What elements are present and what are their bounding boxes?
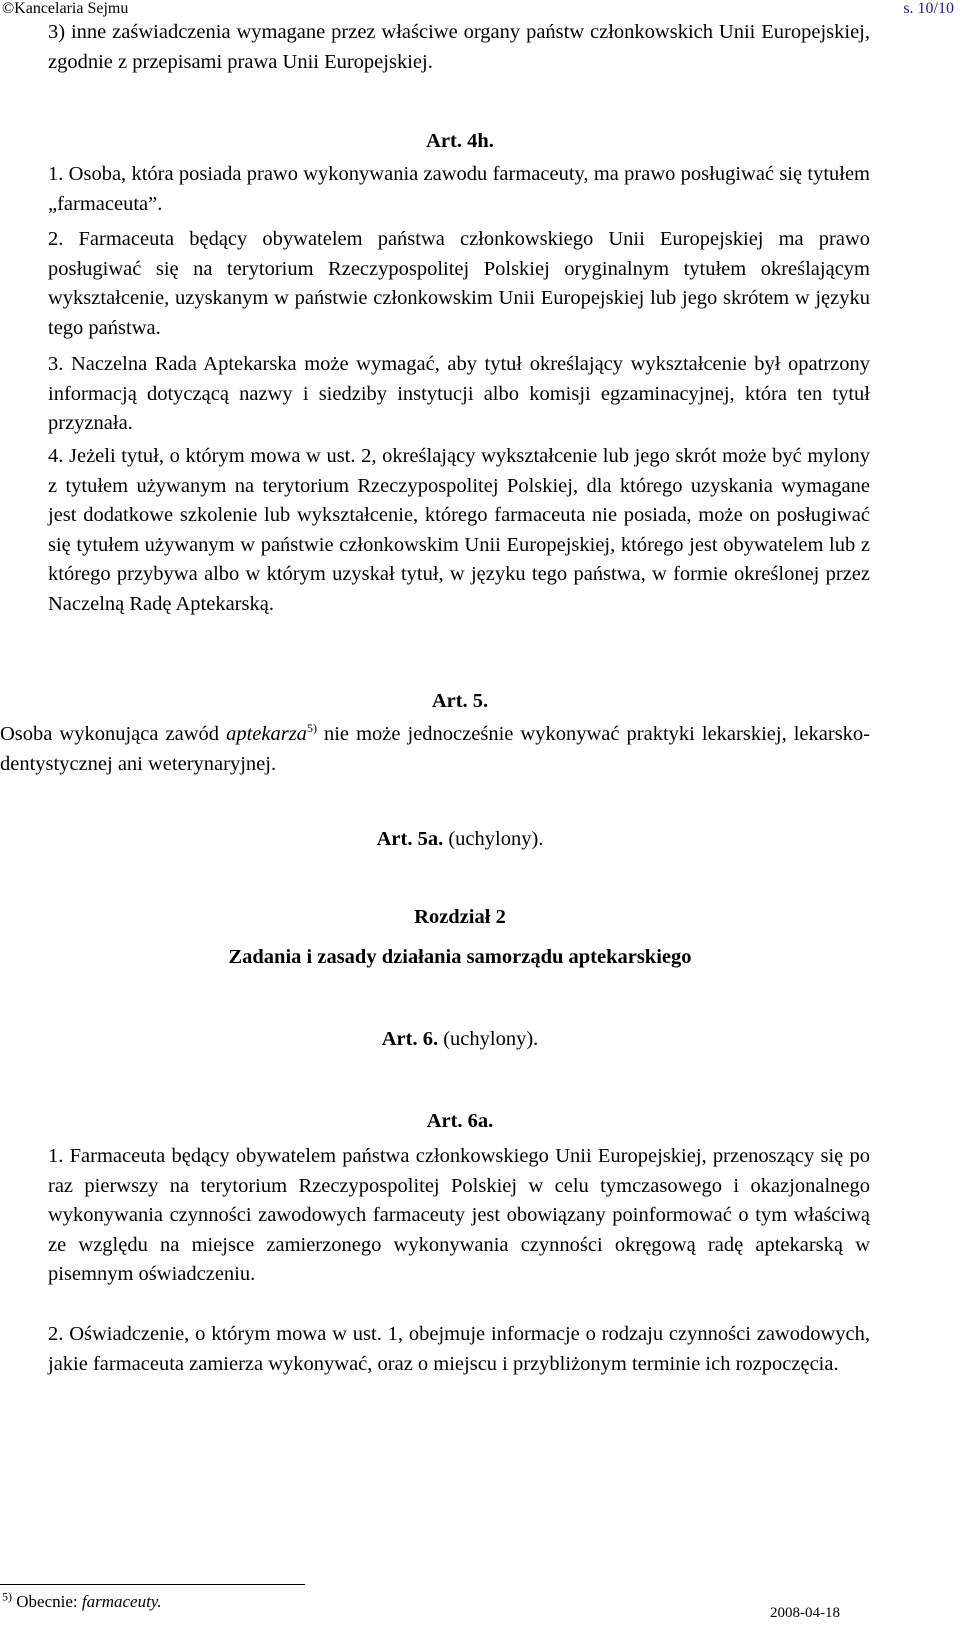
article-title-5: Art. 5. <box>431 690 489 712</box>
item-number: 3) <box>48 21 66 43</box>
art6a-paragraph-1: 1. Farmaceuta będący obywatelem państwa członkowskiego Unii Europejskiej, przenoszący się po raz pierwszy na terytorium Rzeczypospolitej Polskiej w celu tymczasowego i okazjonalnego wykonywania czynności zawodowych farmaceuty jest obowiązany poinformować o tym właściwą ze względu na miejsce zamierzonego wykonywania czynności okręgową radę aptekarską w pisemnym oświadczeniu. <box>48 1145 870 1286</box>
article-title-4h: Art. 4h. <box>426 130 494 152</box>
page-number[interactable]: s. 10/10 <box>903 0 954 17</box>
art4h-paragraph-1: 1. Osoba, która posiada prawo wykonywania zawodu farmaceuty, ma prawo posługiwać się tytułem „farmaceuta”. <box>48 163 871 215</box>
header-copyright: ©Kancelaria Sejmu <box>2 0 129 17</box>
footnote: $^{5)}$ Obecnie: farmaceuty. <box>2 1589 162 1611</box>
art4h-paragraph-4: 4. Jeżeli tytuł, o którym mowa w ust. 2, określający wykształcenie lub jego skrót może być mylony z tytułem używanym na terytorium Rzeczypospolitej Polskiej, dla którego uzyskania wymagane jest dodatkowe szkolenie lub wykształcenie, którego farmaceuta nie posiada, może on posługiwać się tytułem używanym w państwie członkowskim Unii Europejskiej, którego jest obywatelem lub z którego przybywa albo w którym uzyskał tytuł, w języku tego państwa, w formie określonej przez Naczelną Radę Aptekarską. <box>48 445 871 615</box>
footnote-separator <box>0 1584 305 1585</box>
art4h-paragraph-3: 3. Naczelna Rada Aptekarska może wymagać, aby tytuł określający wykształcenie był opatrzony informacją dotyczącą nazwy i siedziby instytucji albo komisji egzaminacyjnej, która ten tytuł przyznała. <box>48 353 870 435</box>
footnote-ref[interactable]: 5) <box>306 721 317 736</box>
item-3 <box>48 18 870 77</box>
article-title-6a: Art. 6a. <box>426 1110 494 1132</box>
article-title-5a: Art. 5a. (uchylony). <box>376 828 544 850</box>
art4h-paragraph-2: 2. Farmaceuta będący obywatelem państwa członkowskiego Unii Europejskiej ma prawo posługiwać się na terytorium Rzeczypospolitej Polskiej oryginalnym tytułem określającym wykształcenie, uzyskanym w państwie członkowskim Unii Europejskiej lub jego skrótem w języku tego państwa. <box>48 228 871 339</box>
chapter-label: Rozdział 2 <box>414 906 506 928</box>
chapter-title: Zadania i zasady działania samorządu aptekarskiego <box>228 946 692 968</box>
art6a-paragraph-2: 2. Oświadczenie, o którym mowa w ust. 1, obejmuje informacje o rodzaju czynności zawodowych, jakie farmaceuta zamierza wykonywać, oraz o miejscu i przybliżonym terminie ich rozpoczęcia. <box>48 1323 871 1375</box>
article-title-6: Art. 6. (uchylony). <box>381 1028 539 1050</box>
art5-text: Osoba wykonująca zawód aptekarza$^{5)}$ nie może jednocześnie wykonywać praktyki lekarskiej, lekarsko-dentystycznej ani weterynaryjnej. <box>0 721 871 775</box>
item-text: inne zaświadczenia wymagane przez właściwe organy państw członkowskich Unii Europejskiej, zgodnie z przepisami prawa Unii Europejskiej. <box>48 21 871 73</box>
footer-date: 2008-04-18 <box>770 1605 840 1621</box>
